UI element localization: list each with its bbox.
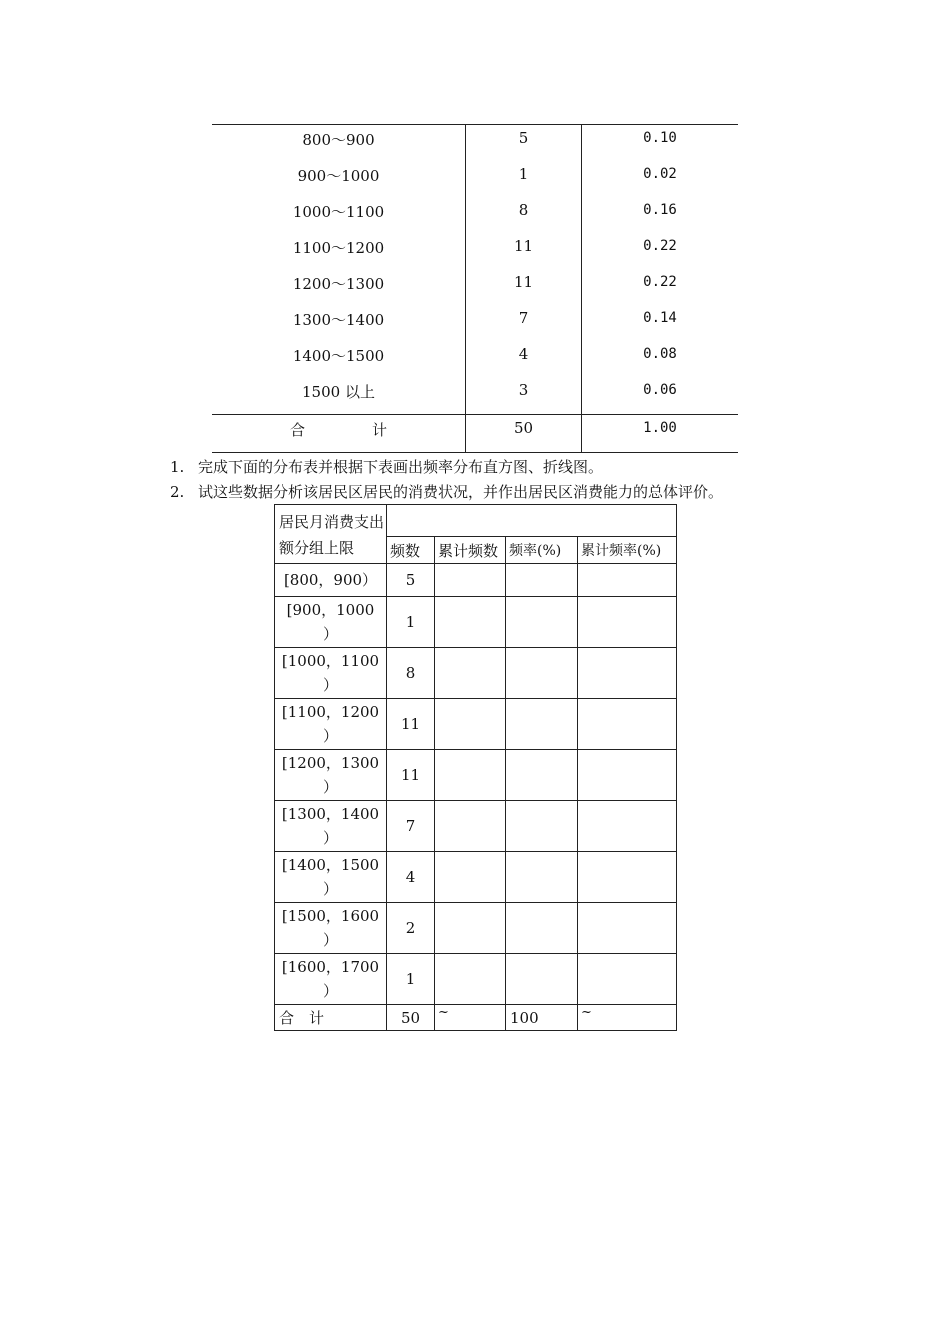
empty-cell[interactable] xyxy=(578,699,677,750)
empty-cell[interactable] xyxy=(435,597,506,648)
freq-cell: 4 xyxy=(387,852,435,903)
range-cell xyxy=(275,648,387,699)
empty-cell[interactable] xyxy=(506,954,578,1005)
total-rate: 1.00 xyxy=(643,420,677,436)
range-cell xyxy=(275,903,387,954)
table-row xyxy=(275,699,677,750)
range-text: [800，900） xyxy=(283,571,378,589)
table-row xyxy=(275,801,677,852)
total-cum-freq: ~ xyxy=(435,1005,506,1031)
group-header: 居民月消费支出额分组上限 xyxy=(275,505,387,564)
table-row xyxy=(275,648,677,699)
freq-cell: 2 xyxy=(387,903,435,954)
rate-cell: 0.02 xyxy=(643,166,677,182)
range-text: [1000，1100 xyxy=(281,652,380,670)
freq-cell: 5 xyxy=(387,564,435,597)
column-header-cumulative-frequency: 累计频数 xyxy=(435,537,506,564)
count-cell: 3 xyxy=(518,381,529,399)
empty-cell[interactable] xyxy=(506,564,578,597)
freq-cell: 11 xyxy=(387,750,435,801)
freq-cell: 11 xyxy=(387,699,435,750)
empty-cell[interactable] xyxy=(435,699,506,750)
freq-cell: 8 xyxy=(387,648,435,699)
column-header-cumulative-rate: 累计频率(%) xyxy=(578,537,677,564)
range-text: [1300，1400 xyxy=(281,805,380,823)
rate-cell: 0.16 xyxy=(643,202,677,218)
empty-cell[interactable] xyxy=(578,852,677,903)
total-divider xyxy=(212,414,738,415)
range-cell: 1400～1500 xyxy=(292,347,385,365)
range-text: [1200，1300 xyxy=(281,754,380,772)
range-text: [1600，1700 xyxy=(281,958,380,976)
range-text: [900，1000 xyxy=(286,601,375,619)
empty-cell[interactable] xyxy=(435,801,506,852)
freq-cell: 1 xyxy=(387,597,435,648)
range-cell: 900～1000 xyxy=(297,167,380,185)
table-row xyxy=(275,564,677,597)
empty-cell[interactable] xyxy=(506,648,578,699)
empty-cell[interactable] xyxy=(506,699,578,750)
question-2 xyxy=(170,481,723,502)
empty-cell[interactable] xyxy=(435,954,506,1005)
table-row xyxy=(275,903,677,954)
range-text-end: ） xyxy=(322,778,338,796)
question-number: 2. xyxy=(170,483,185,501)
empty-cell[interactable] xyxy=(435,852,506,903)
total-rate: 100 xyxy=(506,1005,578,1031)
range-cell: 1300～1400 xyxy=(292,311,385,329)
empty-cell[interactable] xyxy=(506,903,578,954)
header-blank xyxy=(387,505,677,537)
empty-cell[interactable] xyxy=(506,750,578,801)
empty-cell[interactable] xyxy=(578,648,677,699)
range-text-end: ） xyxy=(322,829,338,847)
table-row xyxy=(275,750,677,801)
empty-cell[interactable] xyxy=(578,597,677,648)
range-cell xyxy=(275,699,387,750)
empty-cell[interactable] xyxy=(578,750,677,801)
empty-cell[interactable] xyxy=(435,903,506,954)
range-cell: 1200～1300 xyxy=(292,275,385,293)
rate-cell: 0.14 xyxy=(643,310,677,326)
range-text: [1500，1600 xyxy=(281,907,380,925)
range-text-end: ） xyxy=(322,676,338,694)
count-cell: 11 xyxy=(513,273,534,291)
empty-cell[interactable] xyxy=(578,801,677,852)
total-label-right: 计 xyxy=(372,421,388,439)
frequency-table-top xyxy=(212,124,738,453)
range-cell xyxy=(275,564,387,597)
table-row xyxy=(275,597,677,648)
range-cell xyxy=(275,750,387,801)
empty-cell[interactable] xyxy=(506,852,578,903)
total-label: 合 计 xyxy=(275,1005,387,1031)
rate-cell: 0.10 xyxy=(643,130,677,146)
count-cell: 1 xyxy=(518,165,529,183)
column-header-frequency: 频数 xyxy=(387,537,435,564)
range-text-end: ） xyxy=(322,727,338,745)
range-text: [1100，1200 xyxy=(281,703,380,721)
range-text: [1400，1500 xyxy=(281,856,380,874)
column-header-rate: 频率(%) xyxy=(506,537,578,564)
count-cell: 4 xyxy=(518,345,529,363)
range-cell: 800～900 xyxy=(302,131,375,149)
range-text-end: ） xyxy=(322,931,338,949)
empty-cell[interactable] xyxy=(435,750,506,801)
rate-cell: 0.22 xyxy=(643,274,677,290)
question-text: 完成下面的分布表并根据下表画出频率分布直方图、折线图。 xyxy=(198,458,604,476)
total-freq: 50 xyxy=(387,1005,435,1031)
count-cell: 8 xyxy=(518,201,529,219)
question-text: 试这些数据分析该居民区居民的消费状况，并作出居民区消费能力的总体评价。 xyxy=(198,483,724,501)
distribution-table xyxy=(274,504,677,1031)
question-1 xyxy=(170,456,603,477)
table-row xyxy=(275,954,677,1005)
freq-cell: 1 xyxy=(387,954,435,1005)
range-cell xyxy=(275,954,387,1005)
range-text-end: ） xyxy=(322,880,338,898)
total-cum-rate: ~ xyxy=(578,1005,677,1031)
range-cell: 1000～1100 xyxy=(292,203,385,221)
empty-cell[interactable] xyxy=(578,954,677,1005)
question-number: 1. xyxy=(170,458,185,476)
range-text-end: ） xyxy=(322,982,338,1000)
empty-cell[interactable] xyxy=(578,564,677,597)
empty-cell[interactable] xyxy=(578,903,677,954)
range-cell xyxy=(275,801,387,852)
rate-cell: 0.22 xyxy=(643,238,677,254)
range-cell: 1500 以上 xyxy=(302,383,375,401)
range-text-end: ） xyxy=(322,625,338,643)
freq-cell: 7 xyxy=(387,801,435,852)
empty-cell[interactable] xyxy=(506,597,578,648)
rate-cell: 0.08 xyxy=(643,346,677,362)
total-count: 50 xyxy=(513,419,534,437)
table-row xyxy=(275,852,677,903)
empty-cell[interactable] xyxy=(435,648,506,699)
count-cell: 7 xyxy=(518,309,529,327)
count-cell: 5 xyxy=(518,129,529,147)
range-cell xyxy=(275,852,387,903)
range-cell: 1100～1200 xyxy=(292,239,385,257)
range-cell xyxy=(275,597,387,648)
total-label-left: 合 xyxy=(290,421,306,439)
count-cell: 11 xyxy=(513,237,534,255)
total-row xyxy=(275,1005,677,1031)
empty-cell[interactable] xyxy=(506,801,578,852)
rate-cell: 0.06 xyxy=(643,382,677,398)
empty-cell[interactable] xyxy=(435,564,506,597)
